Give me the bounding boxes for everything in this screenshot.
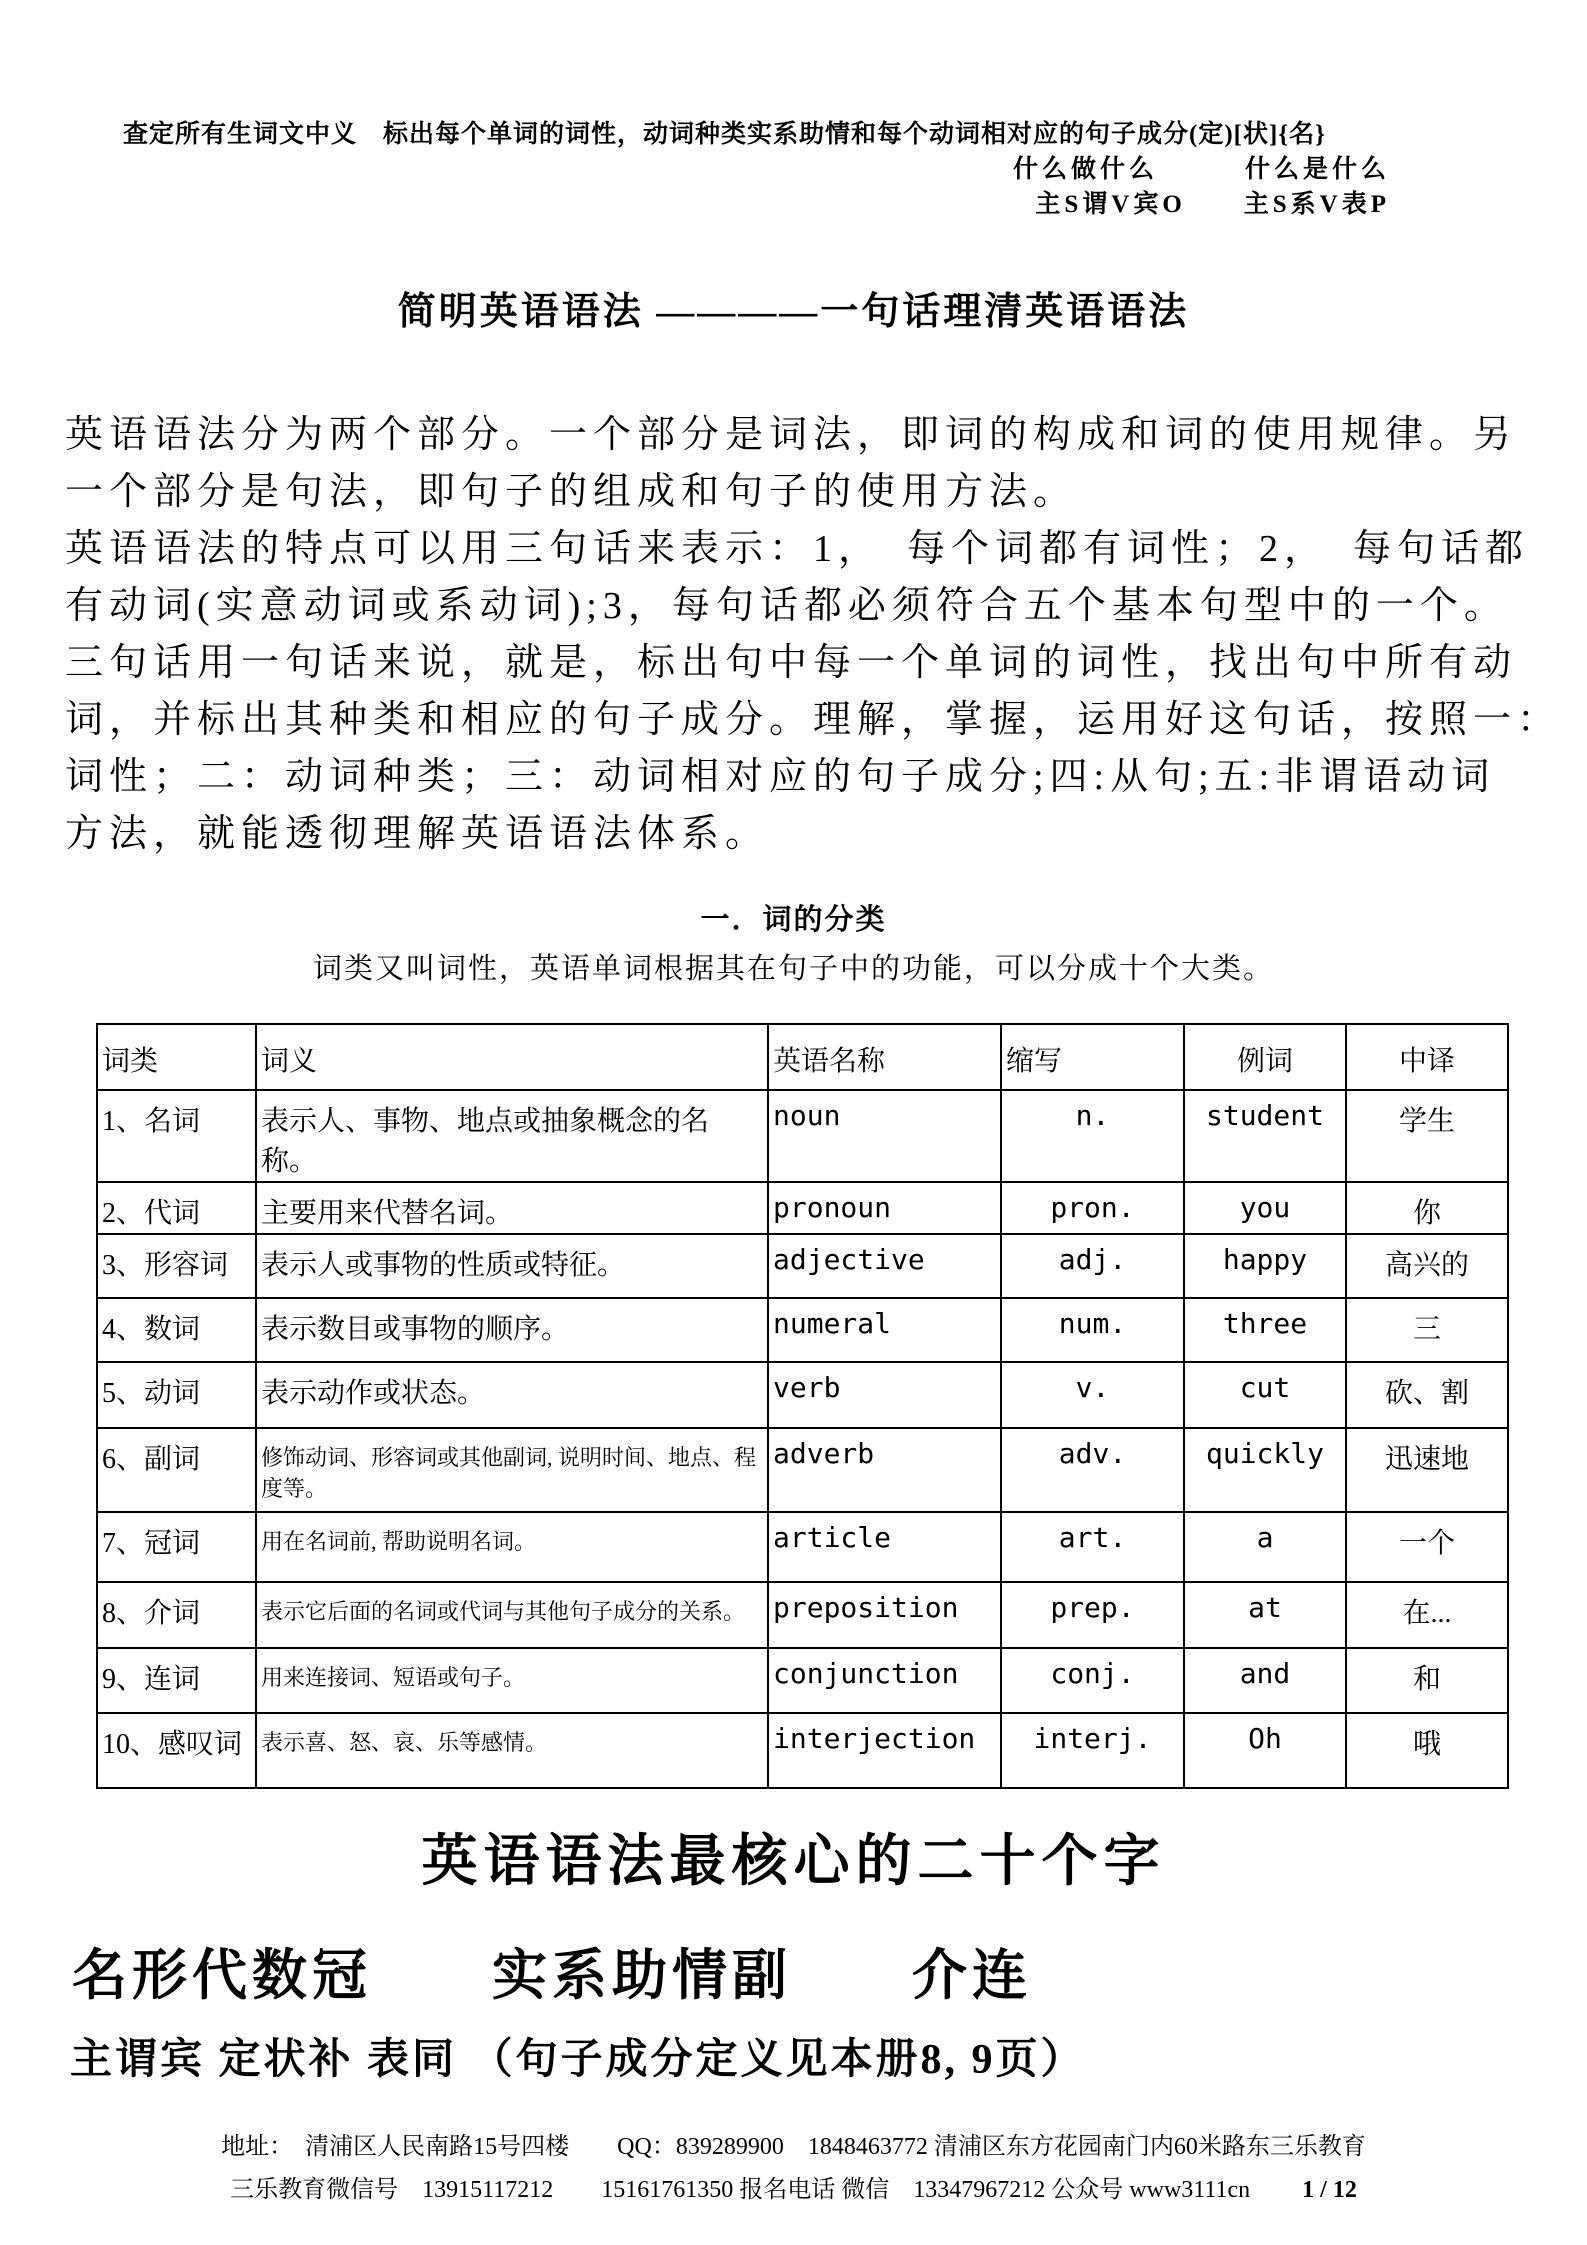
- top-annotation-line2: 什么做什么 什么是什么: [1012, 156, 1390, 183]
- footer-contact-line: [0, 2169, 1587, 2212]
- cell-english-name: numeral: [768, 1298, 1001, 1362]
- top-annotation-line3: 主S谓V宾O 主S系V表P: [1035, 191, 1390, 218]
- cell-meaning: 表示动作或状态。: [256, 1362, 768, 1428]
- table-row: [97, 1234, 1508, 1298]
- cell-word-class: 3、形容词: [97, 1234, 256, 1298]
- table-header-row: [97, 1024, 1508, 1090]
- cell-example: student: [1184, 1090, 1346, 1182]
- cell-example: happy: [1184, 1234, 1346, 1298]
- cell-abbreviation: conj.: [1001, 1648, 1184, 1713]
- cell-english-name: adjective: [768, 1234, 1001, 1298]
- table-row: [97, 1648, 1508, 1713]
- cell-abbreviation: adv.: [1001, 1428, 1184, 1512]
- cell-meaning: 用在名词前, 帮助说明名词。: [256, 1512, 768, 1582]
- word-classes-table: [96, 1023, 1509, 1789]
- cell-word-class: 1、名词: [97, 1090, 256, 1182]
- cell-english-name: preposition: [768, 1582, 1001, 1648]
- cell-abbreviation: n.: [1001, 1090, 1184, 1182]
- table-row: [97, 1428, 1508, 1512]
- cell-word-class: 4、数词: [97, 1298, 256, 1362]
- cell-chinese: 高兴的: [1346, 1234, 1508, 1298]
- cell-chinese: 一个: [1346, 1512, 1508, 1582]
- cell-english-name: verb: [768, 1362, 1001, 1428]
- core-word-classes-line: 名形代数冠 实系助情副 介连: [72, 1945, 1033, 2006]
- col-header-word-class: 词类: [97, 1024, 256, 1090]
- top-annotation-line1: 查定所有生词文中义 标出每个单词的词性，动词种类实系助情和每个动词相对应的句子成分(定)[状]{名}: [123, 121, 1327, 148]
- cell-word-class: 6、副词: [97, 1428, 256, 1512]
- page-number: 1 / 12: [1302, 2177, 1357, 2203]
- core-sentence-elements-line: 主谓宾 定状补 表同 （句子成分定义见本册8, 9页）: [70, 2037, 1086, 2083]
- intro-line: 一个部分是句法，即句子的组成和句子的使用方法。: [65, 471, 1078, 513]
- footer-address-text: 地址： 清浦区人民南路15号四楼 QQ：839289900 1848463772 清浦区东方花园南门内60米路东三乐教育: [221, 2134, 1366, 2160]
- intro-line: 方法，就能透彻理解英语语法体系。: [65, 813, 770, 855]
- cell-meaning: 表示人、事物、地点或抽象概念的名称。: [256, 1090, 768, 1182]
- cell-example: a: [1184, 1512, 1346, 1582]
- table-row: [97, 1298, 1508, 1362]
- cell-word-class: 7、冠词: [97, 1512, 256, 1582]
- cell-word-class: 9、连词: [97, 1648, 256, 1713]
- cell-english-name: article: [768, 1512, 1001, 1582]
- cell-chinese: 砍、割: [1346, 1362, 1508, 1428]
- cell-abbreviation: prep.: [1001, 1582, 1184, 1648]
- footer-contact-text: 三乐教育微信号 13915117212 15161761350 报名电话 微信 13347967212 公众号 www3111cn: [230, 2177, 1251, 2203]
- intro-line: 英语语法的特点可以用三句话来表示：1， 每个词都有词性；2， 每句话都: [65, 528, 1530, 570]
- table-row: [97, 1512, 1508, 1582]
- cell-chinese: 迅速地: [1346, 1428, 1508, 1512]
- cell-example: three: [1184, 1298, 1346, 1362]
- cell-chinese: 你: [1346, 1182, 1508, 1234]
- cell-example: you: [1184, 1182, 1346, 1234]
- cell-meaning: 主要用来代替名词。: [256, 1182, 768, 1234]
- section-subtitle: 词类又叫词性，英语单词根据其在句子中的功能，可以分成十个大类。: [312, 953, 1274, 985]
- col-header-abbreviation: 缩写: [1001, 1024, 1184, 1090]
- page-footer: [0, 2126, 1587, 2212]
- col-header-english-name: 英语名称: [768, 1024, 1001, 1090]
- intro-line: 英语语法分为两个部分。一个部分是词法，即词的构成和词的使用规律。另: [65, 414, 1518, 456]
- cell-english-name: noun: [768, 1090, 1001, 1182]
- cell-chinese: 学生: [1346, 1090, 1508, 1182]
- cell-abbreviation: pron.: [1001, 1182, 1184, 1234]
- cell-example: Oh: [1184, 1713, 1346, 1788]
- cell-example: at: [1184, 1582, 1346, 1648]
- cell-meaning: 修饰动词、形容词或其他副词, 说明时间、地点、程度等。: [256, 1428, 768, 1512]
- cell-meaning: 表示它后面的名词或代词与其他句子成分的关系。: [256, 1582, 768, 1648]
- cell-example: cut: [1184, 1362, 1346, 1428]
- cell-chinese: 哦: [1346, 1713, 1508, 1788]
- cell-meaning: 表示数目或事物的顺序。: [256, 1298, 768, 1362]
- cell-word-class: 5、动词: [97, 1362, 256, 1428]
- cell-chinese: 三: [1346, 1298, 1508, 1362]
- cell-abbreviation: interj.: [1001, 1713, 1184, 1788]
- table-row: [97, 1182, 1508, 1234]
- intro-line: 词性；二：动词种类；三：动词相对应的句子成分;四:从句;五:非谓语动词: [65, 756, 1496, 798]
- cell-meaning: 表示喜、怒、哀、乐等感情。: [256, 1713, 768, 1788]
- cell-example: and: [1184, 1648, 1346, 1713]
- cell-word-class: 8、介词: [97, 1582, 256, 1648]
- table-row: [97, 1362, 1508, 1428]
- cell-meaning: 用来连接词、短语或句子。: [256, 1648, 768, 1713]
- cell-abbreviation: num.: [1001, 1298, 1184, 1362]
- footer-address-line: [0, 2126, 1587, 2169]
- core-twenty-words-heading: 英语语法最核心的二十个字: [421, 1831, 1166, 1893]
- cell-english-name: pronoun: [768, 1182, 1001, 1234]
- cell-abbreviation: v.: [1001, 1362, 1184, 1428]
- top-annotation: [65, 118, 1522, 222]
- cell-english-name: conjunction: [768, 1648, 1001, 1713]
- cell-abbreviation: art.: [1001, 1512, 1184, 1582]
- col-header-meaning: 词义: [256, 1024, 768, 1090]
- cell-chinese: 在...: [1346, 1582, 1508, 1648]
- cell-word-class: 10、感叹词: [97, 1713, 256, 1788]
- intro-line: 三句话用一句话来说，就是，标出句中每一个单词的词性，找出句中所有动: [65, 642, 1518, 684]
- intro-line: 词，并标出其种类和相应的句子成分。理解，掌握，运用好这句话，按照一：: [65, 699, 1562, 741]
- col-header-example: 例词: [1184, 1024, 1346, 1090]
- intro-paragraphs: [65, 407, 1562, 863]
- cell-word-class: 2、代词: [97, 1182, 256, 1234]
- intro-line: 有动词(实意动词或系动词);3，每句话都必须符合五个基本句型中的一个。: [65, 585, 1508, 627]
- cell-example: quickly: [1184, 1428, 1346, 1512]
- table-row: [97, 1090, 1508, 1182]
- cell-meaning: 表示人或事物的性质或特征。: [256, 1234, 768, 1298]
- cell-english-name: interjection: [768, 1713, 1001, 1788]
- section-heading: 一．词的分类: [700, 904, 887, 936]
- table-row: [97, 1713, 1508, 1788]
- cell-abbreviation: adj.: [1001, 1234, 1184, 1298]
- table-row: [97, 1582, 1508, 1648]
- page-title: 简明英语语法 ————一句话理清英语语法: [397, 291, 1190, 333]
- col-header-chinese: 中译: [1346, 1024, 1508, 1090]
- cell-english-name: adverb: [768, 1428, 1001, 1512]
- cell-chinese: 和: [1346, 1648, 1508, 1713]
